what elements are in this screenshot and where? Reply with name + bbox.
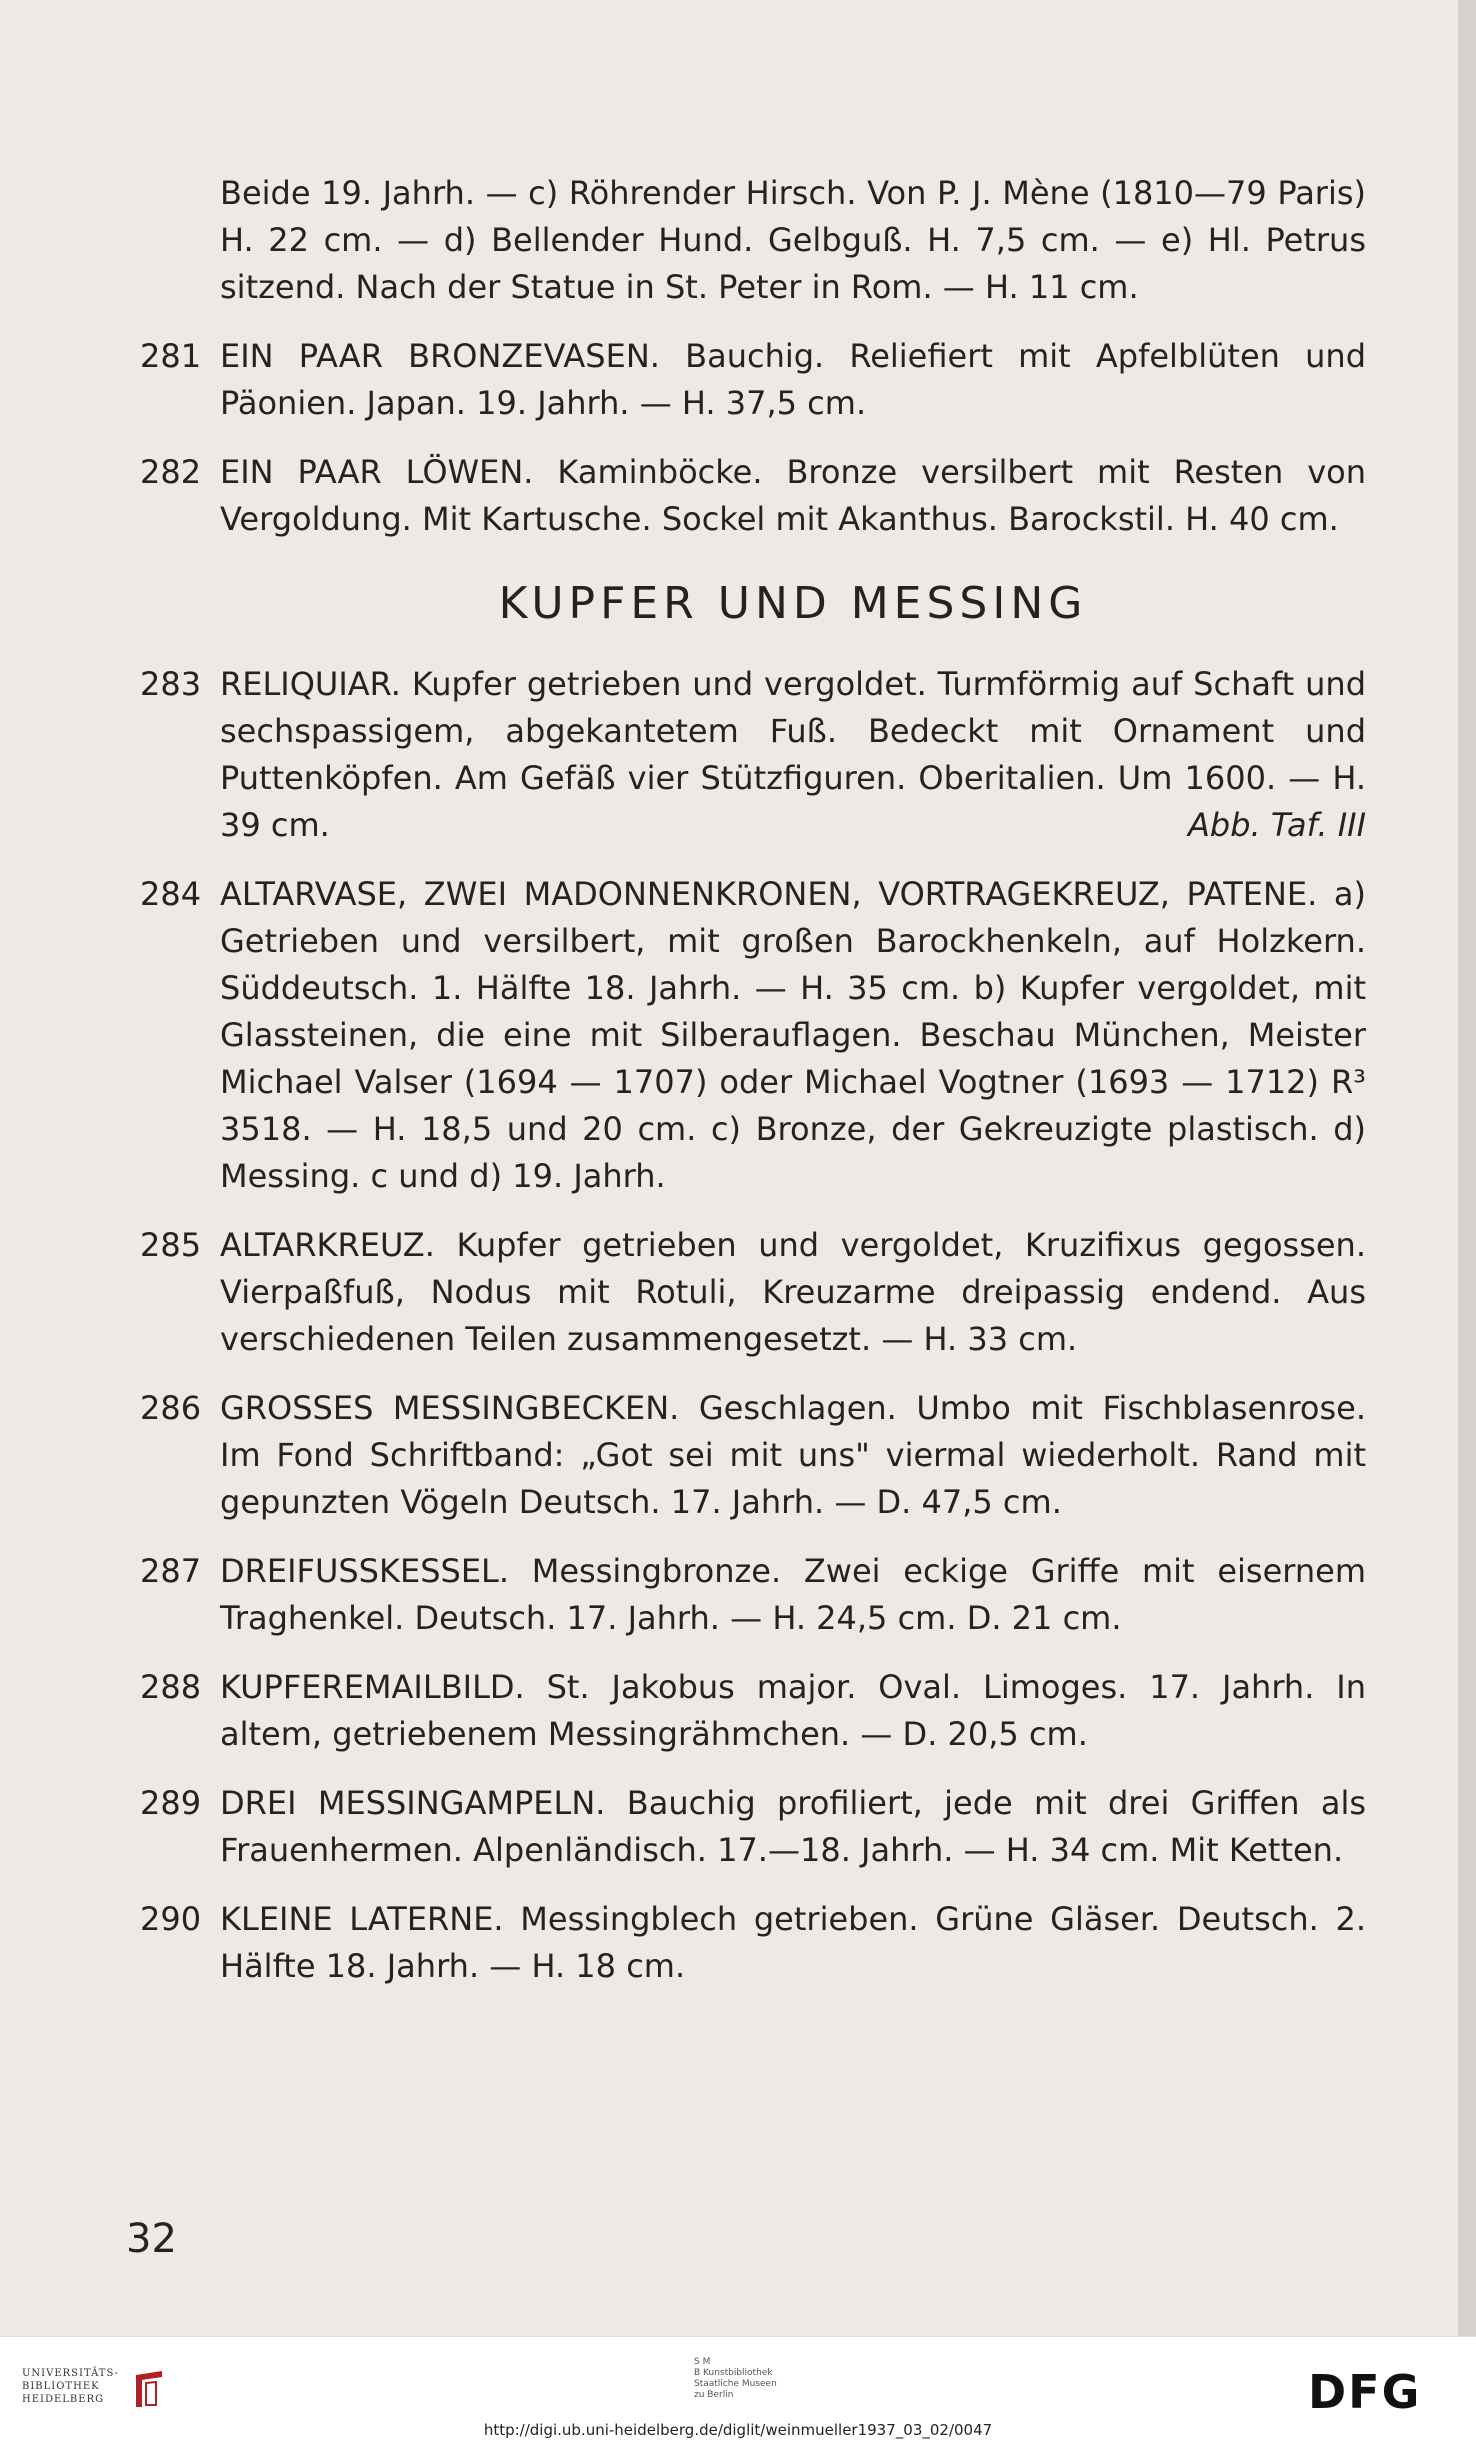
catalog-entry (140, 1896, 1366, 1990)
entry-description: ALTARVASE, ZWEI MADONNENKRONEN, VORTRAGEKREUZ, PATENE. a) Getrieben und versilbert, mit großen Barockhenkeln, auf Holzkern. Süddeutsch. 1. Hälfte 18. Jahrh. — H. 35 cm. b) Kupfer vergoldet, mit Glassteinen, die eine mit Silberauflagen. Beschau München, Meister Michael Valser (1694 — 1707) oder Michael Vogtner (1693 — 1712) R³ 3518. — H. 18,5 und 20 cm. c) Bronze, der Gekreuzigte plastisch. d) Messing. c und d) 19. Jahrh. (220, 875, 1366, 1195)
entry-text (220, 871, 1366, 1200)
entry-description: KLEINE LATERNE. Messingblech getrieben. Grüne Gläser. Deutsch. 2. Hälfte 18. Jahrh. — H. 18 cm. (220, 1900, 1366, 1985)
entry-description: DREI MESSINGAMPELN. Bauchig profiliert, jede mit drei Griffen als Frauenhermen. Alpenländisch. 17.—18. Jahrh. — H. 34 cm. Mit Ketten. (220, 1784, 1366, 1869)
entry-description: KUPFEREMAILBILD. St. Jakobus major. Oval. Limoges. 17. Jahrh. In altem, getriebenem Messingrähmchen. — D. 20,5 cm. (220, 1668, 1366, 1753)
continuation-text: Beide 19. Jahrh. — c) Röhrender Hirsch. Von P. J. Mène (1810—79 Paris) H. 22 cm. — d) Bellender Hund. Gelbguß. H. 7,5 cm. — e) Hl. Petrus sitzend. Nach der Statue in St. Peter in Rom. — H. 11 cm. (220, 174, 1366, 306)
plate-reference: Abb. Taf. III (1187, 806, 1366, 844)
catalog-entry (140, 1385, 1366, 1526)
scan-edge (1458, 0, 1476, 2336)
entry-number: 288 (140, 1668, 202, 1706)
university-library-logo[interactable] (22, 2367, 182, 2427)
entry-description: RELIQUIAR. Kupfer getrieben und vergoldet. Turmförmig auf Schaft und sechspassigem, abgekantetem Fuß. Bedeckt mit Ornament und Puttenköpfen. Am Gefäß vier Stützfiguren. Oberitalien. Um 1600. — H. 39 cm. (220, 665, 1366, 844)
page-number: 32 (126, 2216, 177, 2262)
entry-description: GROSSES MESSINGBECKEN. Geschlagen. Umbo mit Fischblasenrose. Im Fond Schriftband: „Got sei mit uns" viermal wiederholt. Rand mit gepunzten Vögeln Deutsch. 17. Jahrh. — D. 47,5 cm. (220, 1389, 1366, 1521)
entry-text (220, 1222, 1366, 1363)
catalog-entry (140, 1222, 1366, 1363)
catalog-entry (140, 1548, 1366, 1642)
stamp-line: zu Berlin (694, 2390, 734, 2400)
entry-number: 287 (140, 1552, 202, 1590)
entry-number: 289 (140, 1784, 202, 1822)
entry-number: 282 (140, 453, 202, 491)
catalog-entry (140, 449, 1366, 543)
entry-number: 284 (140, 875, 202, 913)
dfg-logo[interactable]: DFG (1308, 2365, 1422, 2419)
stamp-line: Staatliche Museen (694, 2379, 777, 2389)
entry-number: 286 (140, 1389, 202, 1427)
entry-text (220, 1664, 1366, 1758)
catalog-entry (140, 1664, 1366, 1758)
catalog-page (140, 170, 1366, 2012)
entry-number: 281 (140, 337, 202, 375)
stamp-line: S M (694, 2357, 711, 2367)
entry-description: DREIFUSSKESSEL. Messingbronze. Zwei eckige Griffe mit eisernem Traghenkel. Deutsch. 17. Jahrh. — H. 24,5 cm. D. 21 cm. (220, 1552, 1366, 1637)
entry-number: 290 (140, 1900, 202, 1938)
entry-text (220, 1896, 1366, 1990)
museum-stamp (694, 2357, 777, 2401)
entry-text (220, 661, 1366, 849)
catalog-entry (140, 1780, 1366, 1874)
section-heading: KUPFER UND MESSING (498, 578, 1088, 629)
source-url-link[interactable]: http://digi.ub.uni-heidelberg.de/diglit/weinmueller1937_03_02/0047 (483, 2421, 993, 2439)
entry-text (220, 1385, 1366, 1526)
stamp-line: B Kunstbibliothek (694, 2368, 773, 2378)
entry-text (220, 333, 1366, 427)
entry-text (220, 1548, 1366, 1642)
catalog-entry (140, 661, 1366, 849)
entry-text (220, 449, 1366, 543)
entry-number: 283 (140, 665, 202, 703)
entries-after-heading (140, 661, 1366, 1990)
entry-text (220, 1780, 1366, 1874)
catalog-entry (140, 333, 1366, 427)
entry-description: EIN PAAR BRONZEVASEN. Bauchig. Reliefiert mit Apfelblüten und Päonien. Japan. 19. Jahrh. — H. 37,5 cm. (220, 337, 1366, 422)
entry-description: ALTARKREUZ. Kupfer getrieben und vergoldet, Kruzifixus gegossen. Vierpaßfuß, Nodus mit Rotuli, Kreuzarme dreipassig endend. Aus verschiedenen Teilen zusammengesetzt. — H. 33 cm. (220, 1226, 1366, 1358)
library-emblem-icon (132, 2369, 166, 2409)
footer-bar (0, 2336, 1476, 2443)
entry-description: EIN PAAR LÖWEN. Kaminböcke. Bronze versilbert mit Resten von Vergoldung. Mit Kartusche. Sockel mit Akanthus. Barockstil. H. 40 cm. (220, 453, 1366, 538)
entry-number: 285 (140, 1226, 202, 1264)
catalog-entry (140, 871, 1366, 1200)
entries-before-heading (140, 333, 1366, 543)
university-logo-text: UNIVERSITÄTS- BIBLIOTHEK HEIDELBERG (22, 2368, 120, 2405)
